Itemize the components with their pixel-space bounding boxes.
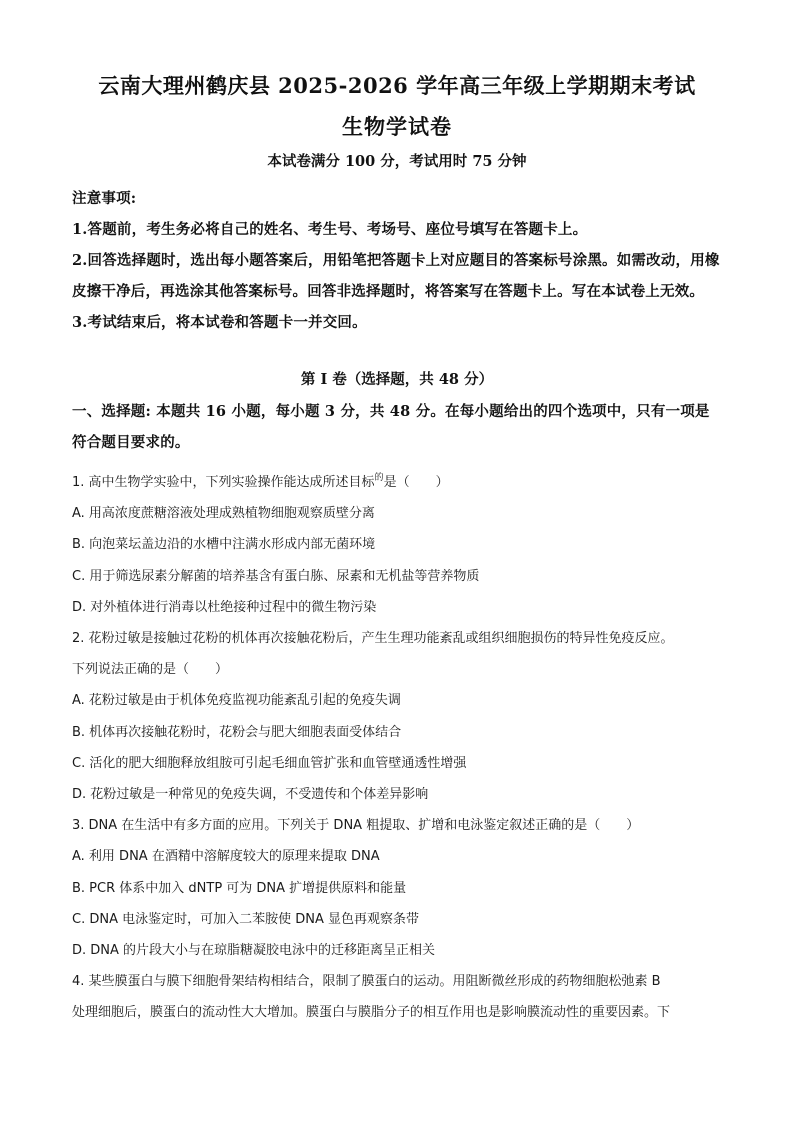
question-stem-text: 1. 高中生物学实验中，下列实验操作能达成所述目标 — [72, 475, 375, 490]
instructions-heading: 注意事项: — [72, 190, 137, 207]
question-option: C. DNA 电泳鉴定时，可加入二苯胺使 DNA 显色再观察条带 — [72, 911, 419, 927]
exam-subject-title: 生物学试卷 — [342, 114, 452, 139]
question-stem-superscript: 的 — [374, 473, 384, 483]
question-stem-text: 是（ ） — [383, 475, 449, 490]
question-option: B. PCR 体系中加入 dNTP 可为 DNA 扩增提供原料和能量 — [72, 880, 407, 896]
question-stem — [72, 463, 722, 498]
part-heading: 一、选择题: 本题共 16 小题，每小题 3 分，共 48 分。在每小题给出的四个选项中，只有一项是符合题目要求的。 — [72, 403, 710, 451]
question-stem: 3. DNA 在生活中有多方面的应用。下列关于 DNA 粗提取、扩增和电泳鉴定叙述正确的是（ ） — [72, 818, 640, 834]
instruction-item: 1.答题前，考生务必将自己的姓名、考生号、考场号、座位号填写在答题卡上。 — [72, 221, 588, 238]
question-option: D. DNA 的片段大小与在琼脂糖凝胶电泳中的迁移距离呈正相关 — [72, 943, 436, 959]
question-option: B. 向泡菜坛盖边沿的水槽中注满水形成内部无菌环境 — [72, 537, 376, 553]
question-option: A. 用高浓度蔗糖溶液处理成熟植物细胞观察质壁分离 — [72, 506, 375, 522]
exam-subtitle: 本试卷满分 100 分，考试用时 75 分钟 — [267, 153, 527, 170]
question-option: C. 用于筛选尿素分解菌的培养基含有蛋白胨、尿素和无机盐等营养物质 — [72, 568, 480, 584]
question-stem: 下列说法正确的是（ ） — [72, 662, 229, 678]
instructions-block — [72, 183, 722, 338]
questions-list — [72, 463, 722, 1029]
section-heading: 第 I 卷（选择题，共 48 分） — [300, 371, 494, 388]
question-stem: 处理细胞后，膜蛋白的流动性大大增加。膜蛋白与膜脂分子的相互作用也是影响膜流动性的重要因素。下 — [72, 1005, 671, 1021]
question-option: A. 花粉过敏是由于机体免疫监视功能紊乱引起的免疫失调 — [72, 693, 401, 709]
instruction-item: 3.考试结束后，将本试卷和答题卡一并交回。 — [72, 314, 367, 331]
question-stem: 2. 花粉过敏是接触过花粉的机体再次接触花粉后，产生生理功能紊乱或组织细胞损伤的特异性免疫反应。 — [72, 631, 674, 647]
question-option: D. 对外植体进行消毒以杜绝接种过程中的微生物污染 — [72, 599, 377, 615]
question-option: B. 机体再次接触花粉时，花粉会与肥大细胞表面受体结合 — [72, 724, 402, 740]
question-stem: 4. 某些膜蛋白与膜下细胞骨架结构相结合，限制了膜蛋白的运动。用阻断微丝形成的药物细胞松弛素 B — [72, 974, 661, 990]
instruction-item: 2.回答选择题时，选出每小题答案后，用铅笔把答题卡上对应题目的答案标号涂黑。如需改动，用橡皮擦干净后，再选涂其他答案标号。回答非选择题时，将答案写在答题卡上。写在本试卷上无效。 — [72, 252, 720, 300]
question-option: A. 利用 DNA 在酒精中溶解度较大的原理来提取 DNA — [72, 849, 380, 865]
question-option: D. 花粉过敏是一种常见的免疫失调，不受遗传和个体差异影响 — [72, 787, 429, 803]
exam-title: 云南大理州鹤庆县 2025-2026 学年高三年级上学期期末考试 — [98, 73, 696, 98]
question-option: C. 活化的肥大细胞释放组胺可引起毛细血管扩张和血管壁通透性增强 — [72, 755, 467, 771]
